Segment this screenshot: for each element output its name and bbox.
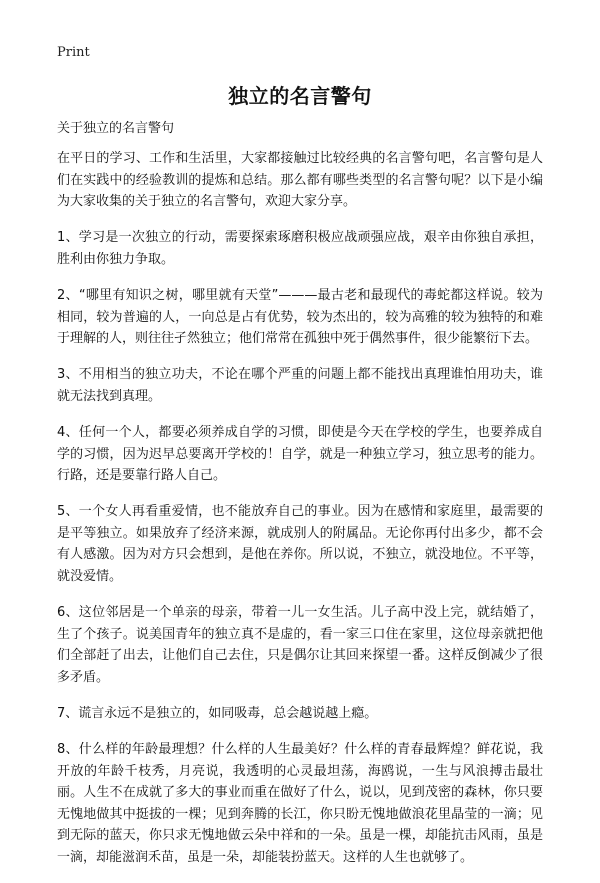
- quote-paragraph-6: 6、这位邻居是一个单亲的母亲，带着一儿一女生活。儿子高中没上完，就结婚了，生了个孩子。说美国青年的独立真不是虚的，看一家三口住在家里，这位母亲就把他们全部赶了出去，让他们自己去住，只是偶尔让其回来探望一番。这样反倒减少了很多矛盾。: [57, 605, 543, 685]
- quote-paragraph-7: 7、谎言永远不是独立的，如同吸毒，总会越说越上瘾。: [57, 705, 378, 721]
- quote-paragraph-2: 2、“哪里有知识之树，哪里就有天堂”———最古老和最现代的毒蛇都这样说。较为相同，较为普遍的人，一向总是占有优势，较为杰出的，较为高雅的较为独特的和难于理解的人，则往往孑然独立；他们常常在孤独中死于偶然事件，很少能繁衍下去。: [57, 287, 543, 347]
- document-subtitle: 关于独立的名言警句: [57, 121, 175, 136]
- print-link[interactable]: Print: [57, 45, 90, 60]
- quote-paragraph-3: 3、不用相当的独立功夫，不论在哪个严重的问题上都不能找出真理谁怕用功夫，谁就无法找到真理。: [57, 367, 543, 404]
- quote-paragraph-8: 8、什么样的年龄最理想？什么样的人生最美好？什么样的青春最辉煌？鲜花说，我开放的年龄千枝秀，月亮说，我透明的心灵最坦荡，海鸥说，一生与风浪搏击最壮丽。人生不在成就了多大的事业而重在做好了什么，说以，见到茂密的森林，你只要无愧地做其中挺拔的一棵；见到奔腾的长江，你只盼无愧地做浪花里晶莹的一滴；见到无际的蓝天，你只求无愧地做云朵中祥和的一朵。虽是一棵，却能抗击风雨，虽是一滴，却能滋润禾苗，虽是一朵，却能装扮蓝天。这样的人生也就够了。: [57, 742, 543, 866]
- document-title: 独立的名言警句: [228, 84, 372, 108]
- quote-paragraph-5: 5、一个女人再看重爱情，也不能放弃自己的事业。因为在感情和家庭里，最需要的是平等独立。如果放弃了经济来源，就成别人的附属品。无论你再付出多少，都不会有人感激。因为对方只会想到，是他在养你。所以说，不独立，就没地位。不平等，就没爱情。: [57, 504, 543, 584]
- quote-paragraph-4: 4、任何一个人，都要必须养成自学的习惯，即使是今天在学校的学生，也要养成自学的习惯，因为迟早总要离开学校的！自学，就是一种独立学习，独立思考的能力。行路，还是要靠行路人自己。: [57, 424, 543, 484]
- intro-paragraph: 在平日的学习、工作和生活里，大家都接触过比较经典的名言警句吧，名言警句是人们在实践中的经验教训的提炼和总结。那么都有哪些类型的名言警句呢？以下是小编为大家收集的关于独立的名言警句，欢迎大家分享。: [57, 151, 543, 210]
- quote-paragraph-1: 1、学习是一次独立的行动，需要探索琢磨积极应战顽强应战，艰辛由你独自承担，胜利由你独力争取。: [57, 230, 543, 267]
- document-body: [57, 148, 543, 883]
